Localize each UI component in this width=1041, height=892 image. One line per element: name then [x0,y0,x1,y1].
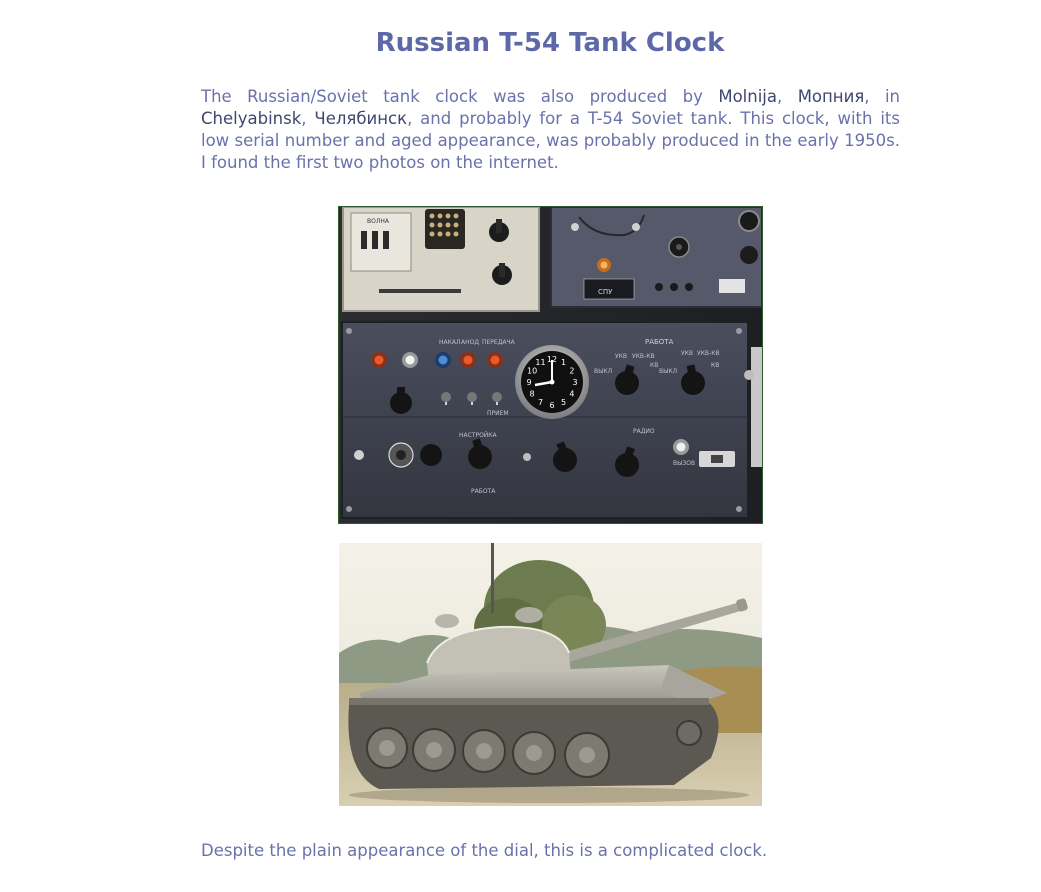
label-volna: ВОЛНА [367,218,389,225]
label-nastroika: НАСТРОЙКА [459,432,497,439]
label-ukv-right: УКВ [681,350,694,357]
clock-numeral: 4 [569,389,575,399]
t54-tank-photo [339,543,762,806]
label-priem: ПРИЕМ [487,410,509,417]
intro-text-2: , and probably for a T-54 Soviet tank. This clock, with its low serial number and aged appearance, was probably produced in the early 1950s. I found the first two photos on the internet. [201,109,900,172]
label-anod: АНОД [461,339,480,346]
label-rabota-top: РАБОТА [645,338,674,346]
label-ukv-kv-right: УКВ-КВ [697,350,720,357]
intro-paragraph [201,86,900,174]
brand-name-cyrillic: Мопния [797,87,865,106]
page-title: Russian T-54 Tank Clock [375,28,725,58]
intro-sep-2: , in [864,87,900,106]
label-spu: СПУ [598,288,613,296]
closing-paragraph: Despite the plain appearance of the dial, this is a complicated clock. [201,841,768,860]
label-peredacha: ПЕРЕДАЧА [482,339,515,346]
intro-text-1: The Russian/Soviet tank clock was also produced by [201,87,719,106]
t54-tank-illustration [339,543,762,806]
clock-numeral: 11 [535,358,546,368]
label-ukv-left: УКВ [615,353,628,360]
clock-numeral: 10 [527,366,538,376]
tank-panel-illustration [339,207,762,523]
label-rabota-bottom: РАБОТА [471,488,496,495]
clock-numeral: 12 [546,355,558,364]
clock-numeral: 1 [560,358,567,368]
label-ukv-kv-left: УКВ-КВ [632,353,655,360]
label-kv-left: КВ [650,362,659,369]
city-name-cyrillic: Челябинск [314,109,408,128]
label-kv-right: КВ [711,362,720,369]
intro-sep-1: , [776,87,798,106]
intro-sep-3: , [301,109,315,128]
clock-numeral: 8 [529,389,535,399]
tank-panel-photo [339,207,762,523]
clock-numeral: 9 [526,378,532,387]
clock-numeral: 5 [560,397,567,407]
label-radio: РАДИО [633,428,655,435]
clock-numeral: 3 [572,378,578,387]
city-name-latin: Chelyabinsk [201,109,302,128]
clock-face [515,345,589,419]
label-nakal: НАКАЛ [439,339,461,346]
brand-name-latin: Molnija [718,87,777,106]
clock-numeral: 7 [537,397,544,407]
label-vykl-left: ВЫКЛ [594,368,613,375]
label-vyzov: ВЫЗОВ [673,460,696,467]
clock-numeral: 6 [549,401,555,410]
label-vykl-right: ВЫКЛ [659,368,678,375]
clock-numeral: 2 [569,366,575,376]
